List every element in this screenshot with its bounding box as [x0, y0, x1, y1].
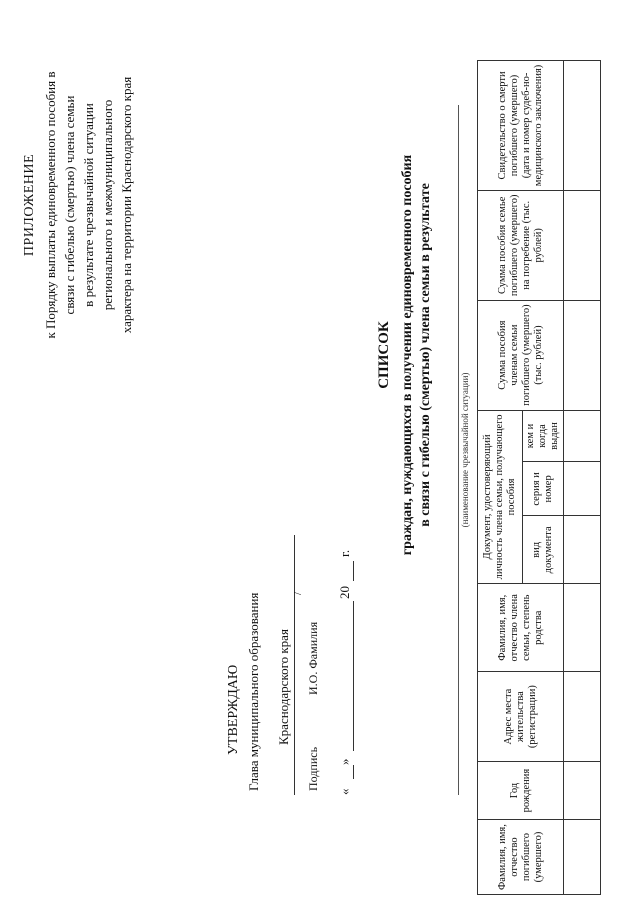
date-open-quote: «: [337, 788, 352, 795]
table-cell: [564, 516, 601, 584]
col-identity-document: Документ, удостоверяющий личность члена семьи, получающего пособия: [478, 410, 523, 584]
col-family-benefit: Сумма пособия членам семьи погибшего (умершего) (тыс. рублей): [478, 300, 564, 410]
col-birth-year: Год рождения: [478, 762, 564, 820]
table-row: [564, 61, 601, 895]
list-title: СПИСОК: [376, 321, 392, 389]
event-name-caption: (наименование чрезвычайной ситуации): [460, 372, 470, 528]
approval-title: УТВЕРЖДАЮ: [226, 664, 241, 755]
heading-line: в связи с гибелью (смертью) члена семьи в результате: [418, 183, 433, 527]
year-prefix: 20: [337, 586, 352, 599]
table-cell: [564, 190, 601, 300]
col-doc-type: вид документа: [523, 516, 564, 584]
list-heading: [375, 75, 435, 635]
date-close-quote: »: [337, 758, 352, 765]
appendix-line: к Порядку выплаты единовременного пособия в: [43, 71, 58, 339]
approval-head: Глава муниципального образования: [246, 592, 261, 791]
appendix-line: регионального и межмуниципального: [100, 99, 115, 311]
approval-block: [224, 535, 357, 795]
appendix-title: ПРИЛОЖЕНИЕ: [22, 153, 37, 257]
appendix-line: связи с гибелью (смертью) члена семьи: [62, 95, 77, 315]
col-address: Адрес места жительства (регистрации): [478, 672, 564, 762]
appendix-block: [20, 40, 136, 370]
signature-label: Подпись: [306, 746, 320, 791]
col-family-member: Фамилия, имя, отчество члена семьи, степень родства: [478, 584, 564, 672]
recipients-table-wrap: [477, 60, 601, 895]
table-cell: [564, 61, 601, 191]
table-cell: [564, 820, 601, 895]
table-cell: [564, 672, 601, 762]
col-death-certificate: Свидетельство о смерти погибшего (умершего) (дата и номер судеб-но-медицинского заключения): [478, 61, 564, 191]
month-blank: [353, 601, 354, 751]
col-deceased-name: Фамилия, имя, отчество погибшего (умершего): [478, 820, 564, 895]
name-label: И.О. Фамилия: [306, 621, 320, 695]
approval-region: Краснодарского края: [276, 629, 291, 745]
year-suffix: г.: [337, 549, 352, 557]
table-header-row: [478, 61, 523, 895]
table-cell: [564, 300, 601, 410]
col-doc-issued: кем и когда выдан: [523, 410, 564, 462]
col-doc-number: серия и номер: [523, 462, 564, 516]
date-row: [333, 535, 357, 795]
table-cell: [564, 462, 601, 516]
appendix-line: характера на территории Краснодарского края: [119, 76, 134, 334]
event-name-line: [458, 105, 459, 795]
approval-slash: /: [292, 591, 304, 595]
signature-row: [301, 535, 323, 795]
recipients-table: [477, 60, 601, 895]
col-burial-benefit: Сумма пособия семье погибшего (умершего) на погребение (тыс. рублей): [478, 190, 564, 300]
day-blank: [353, 765, 354, 779]
appendix-line: в результате чрезвычайной ситуации: [81, 103, 96, 307]
heading-line: граждан, нуждающихся в получении единовременного пособия: [400, 154, 415, 556]
table-cell: [564, 584, 601, 672]
table-cell: [564, 410, 601, 462]
year-blank: [353, 561, 354, 581]
table-cell: [564, 762, 601, 820]
region-line: [268, 535, 304, 795]
